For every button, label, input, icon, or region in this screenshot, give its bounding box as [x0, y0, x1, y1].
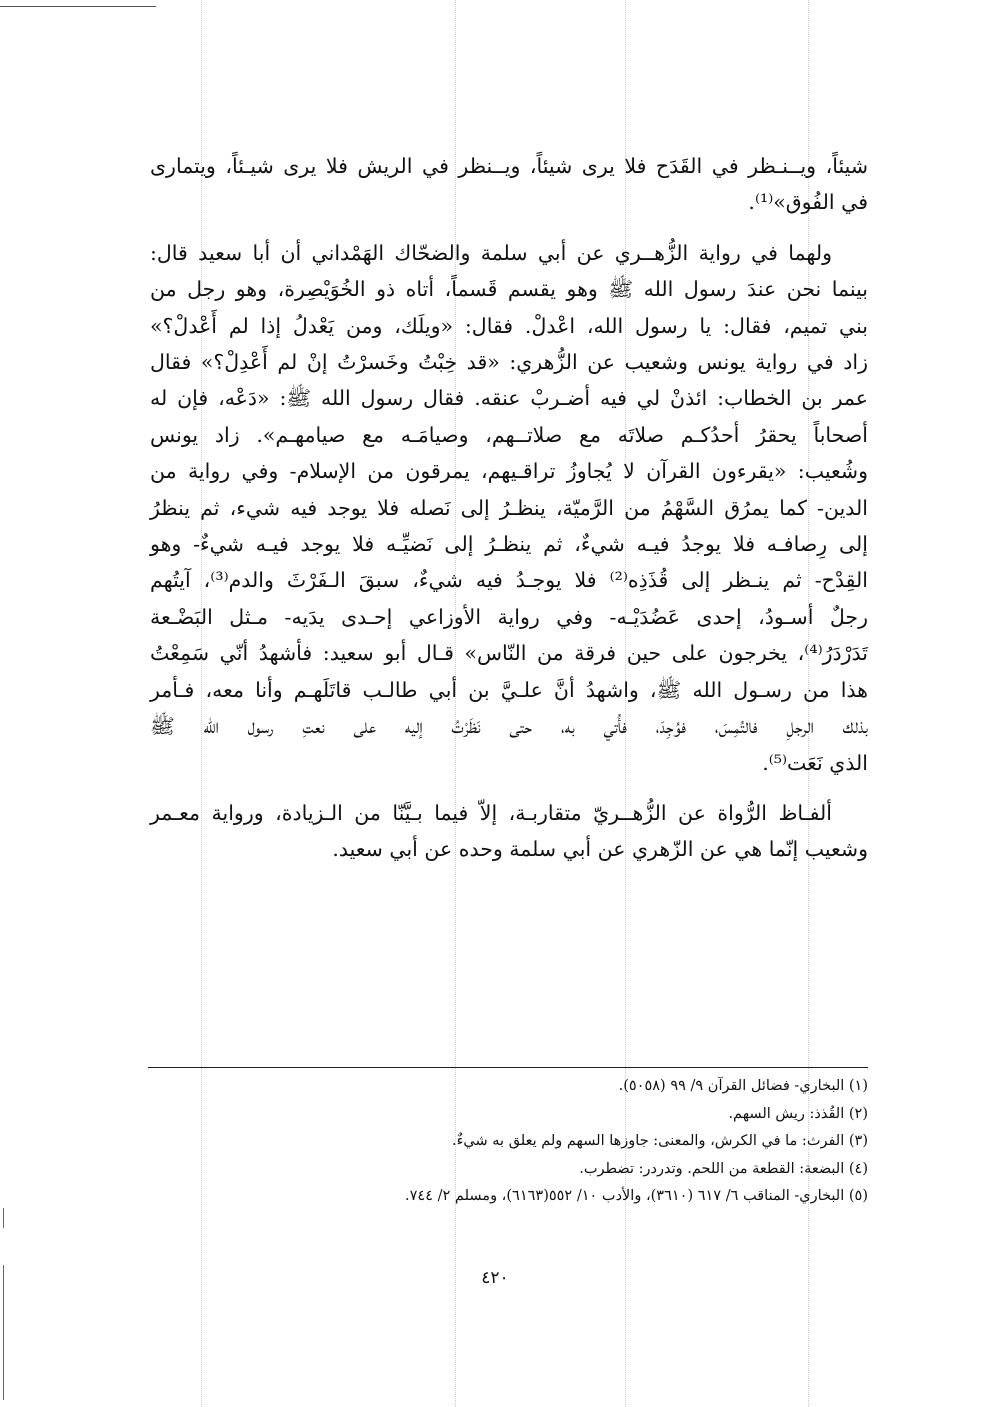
text-line: وشعيب إنّما هي عن الزّهري عن أبي سلمة وحده عن أبي سعيد.	[332, 837, 868, 862]
page-number: ٤٢٠	[481, 1268, 509, 1288]
text-line: تَدَرْدَرُ⁽⁴⁾، يخرجون على حين فرقة من النّاس» قـال أبو سعيد: فأشهدُ أنّي سَمِعْتُ	[150, 641, 868, 666]
footnote-separator	[148, 1067, 868, 1068]
scan-edge-mark	[3, 1208, 4, 1228]
text-line: في الفُوق»⁽¹⁾.	[748, 190, 868, 215]
paragraph-3	[150, 795, 868, 868]
footnote-5: (٥) البخاري- المناقب ٦/ ٦١٧ (٣٦١٠)، والأدب ١٠/ ٥٥٢(٦١٦٣)، ومسلم ٢/ ٧٤٤.	[405, 1188, 868, 1205]
text-line: زاد في رواية يونس وشعيب عن الزُّهري: «قد خِبْتُ وخَسرْتُ إنْ لم أَعْدِلْ؟» فقال	[150, 350, 868, 375]
text-line: القِدْح- ثم ينـظر إلى قُذَذِه⁽²⁾ فلا يوجـدُ فيه شيءٌ، سبقَ الـفَرْثَ والدم⁽³⁾، آيتُهم	[150, 568, 868, 593]
text-line: الذي نَعَت⁽⁵⁾.	[762, 750, 868, 775]
scan-edge-mark	[3, 1265, 4, 1400]
text-line: إلى رِصافـه فلا يوجدُ فيـه شيءٌ، ثم ينظـرُ إلى نَضيِّـه فلا يوجد فيـه شيءٌ- وهو	[150, 532, 868, 557]
paragraph-1	[150, 148, 868, 221]
text-line: عمر بن الخطاب: ائذنْ لي فيه أضـربْ عنقه. فقال رسول الله ﷺ: «دَعْه، فإن له	[150, 386, 868, 411]
footnote-4: (٤) البضعة: القطعة من اللحم. وتدردر: تضطرب.	[579, 1160, 868, 1177]
text-line: وشُعيب: «يقرءون القرآن لا يُجاوزُ تراقـيهم، يمرقون من الإسلام- وفي رواية من	[150, 459, 868, 484]
text-line: شيئاً، ويــنـظر في القَدَح فلا يرى شيئاً، ويــنظر في الريش فلا يرى شيـئاً، ويتمارى	[150, 154, 868, 178]
text-line: رجلٌ أسـودُ، إحدى عَضُدَيْـه- وفي رواية الأوزاعي إحـدى يدَيه- مـثل البَضْـعة	[150, 604, 868, 629]
paragraph-2	[150, 235, 868, 781]
footnote-3: (٣) الفرث: ما في الكرش، والمعنى: جاوزها السهم ولم يعلق به شيءٌ.	[452, 1133, 868, 1150]
top-edge-rule	[0, 6, 156, 7]
footnotes-list	[148, 1073, 868, 1211]
paragraph-gap	[150, 781, 868, 795]
text-line: هذا من رسـول الله ﷺ، واشهدُ أنَّ علـيَّ بن أبي طالـب قاتَلَهـم وأنا معه، فـأمر	[150, 677, 868, 702]
footnote-2: (٢) القُذذ: ريش السهم.	[728, 1105, 868, 1122]
paragraph-gap	[150, 221, 868, 235]
text-line: بني تميم، فقال: يا رسول الله، اعْدلْ. فقال: «ويلَك، ومن يَعْدلُ إذا لم أَعْدلْ؟»	[150, 313, 868, 338]
text-line: بينما نحن عندَ رسول الله ﷺ وهو يقسم قَسماً، أتاه ذو الخُوَيْصِرة، وهو رجل من	[150, 277, 868, 302]
page-body	[150, 148, 868, 868]
text-line: ولهما في رواية الزُّهــري عن أبي سلمة والضحّاك الهَمْداني أن أبا سعيد قال:	[150, 240, 832, 265]
text-line: الدين- كما يمرُق السَّهْمُ من الرَّميّة، ينظـرُ إلى نَصله فلا يوجد فيه شيء، ثم ينظرُ	[150, 495, 868, 520]
text-line: ألفـاظ الرُّواة عن الزُّهــريّ متقاربـة، إلاّ فيما بـيَّنّا من الـزيادة، ورواية معـمر	[150, 800, 832, 825]
text-line: بذلك الرجلِ فالتُمِسَ، فوُجِدَ، فأُتي به، حتى نَظَرْتُ إليه على نعتِ رسول الله ﷺ	[150, 714, 868, 739]
footnote-1: (١) البخاري- فضائل القرآن ٩/ ٩٩ (٥٠٥٨).	[618, 1078, 868, 1094]
text-line: أصحاباً يحقرُ أحدُكـم صلاتَه مع صلاتــهم، وصيامَـه مع صيامهـم». زاد يونس	[150, 422, 868, 447]
